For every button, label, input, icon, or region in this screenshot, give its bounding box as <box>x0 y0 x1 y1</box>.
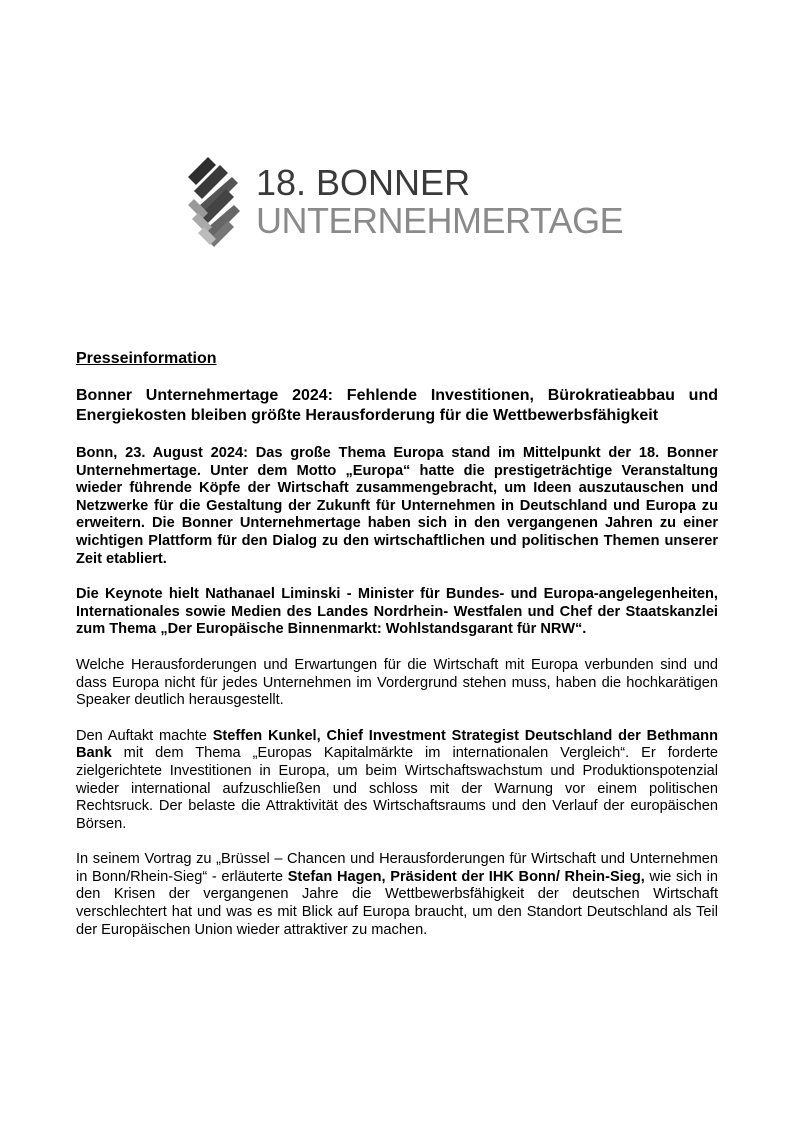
text-run: Den Auftakt machte <box>76 727 213 744</box>
diamond-stripes-icon <box>186 155 246 255</box>
logo-title-line2: UNTERNEHMERTAGE <box>256 200 624 241</box>
document-label: Presseinformation <box>76 350 217 367</box>
text-run: In seinem Vortrag zu „Brüssel – Chancen und Herausforderungen für Wirtschaft und Unternehmen in Bonn/Rhein-Sieg“ - erläuterte <box>76 851 718 885</box>
press-release-body <box>76 349 718 957</box>
headline: Bonner Unternehmertage 2024: Fehlende Investitionen, Bürokratieabbau und Energiekosten bleiben größte Herausforderung für die Wettbewerbsfähigkeit <box>76 387 718 424</box>
logo-title-line1: 18. BONNER <box>256 162 471 203</box>
speaker-name: Steffen Kunkel, Chief Investment Strategist Deutschland der Bethmann Bank <box>76 727 719 762</box>
paragraph-kunkel <box>76 728 718 834</box>
text-run: mit dem Thema „Europas Kapitalmärkte im internationalen Vergleich“. Er forderte zielgerichtete Investitionen in Europa, um beim Wirtschaftswachstum und Produktionspotenzial wieder international aufzuschließen und schloss mit der Warnung vor einem politischen Rechtsruck. Der belaste die Attraktivität des Wirtschaftsraums und den Verlauf der europäischen Börsen. <box>76 745 718 832</box>
paragraph-hagen <box>76 851 718 939</box>
text-run: wie sich in den Krisen der vergangenen Jahre die Wettbewerbsfähigkeit der deutschen Wirtschaft verschlechtert hat und was es mit Blick auf Europa braucht, um den Standort Deutschland als Teil der Europäischen Union wieder attraktiver zu machen. <box>76 868 718 938</box>
keynote-paragraph: Die Keynote hielt Nathanael Liminski - Minister für Bundes- und Europa-angelegenheiten, Internationales sowie Medien des Landes Nordrhein- Westfalen und Chef der Staatskanzlei zum Thema „Der Europäische Binnenmarkt: Wohlstandsgarant für NRW“. <box>76 586 718 638</box>
event-logo <box>186 155 624 255</box>
paragraph-speakers: Welche Herausforderungen und Erwartungen für die Wirtschaft mit Europa verbunden sind und dass Europa nicht für jedes Unternehmen im Vordergrund stehen muss, haben die hochkarätigen Speaker deutlich herausgestellt. <box>76 656 718 709</box>
speaker-name: Stefan Hagen, Präsident der IHK Bonn/ Rhein-Sieg, <box>287 868 645 885</box>
lead-paragraph: Bonn, 23. August 2024: Das große Thema Europa stand im Mittelpunkt der 18. Bonner Unternehmertage. Unter dem Motto „Europa“ hatte die prestigeträchtige Veranstaltung wieder führende Köpfe der Wirtschaft zusammengebracht, um Ideen auszutauschen und Netzwerke für die Gestaltung der Zukunft für Unternehmen in Deutschland und Europa zu erweitern. Die Bonner Unternehmertage haben sich in den vergangenen Jahren zu einer wichtigen Plattform für den Dialog zu den wirtschaftlichen und politischen Themen unserer Zeit etabliert. <box>76 445 718 567</box>
